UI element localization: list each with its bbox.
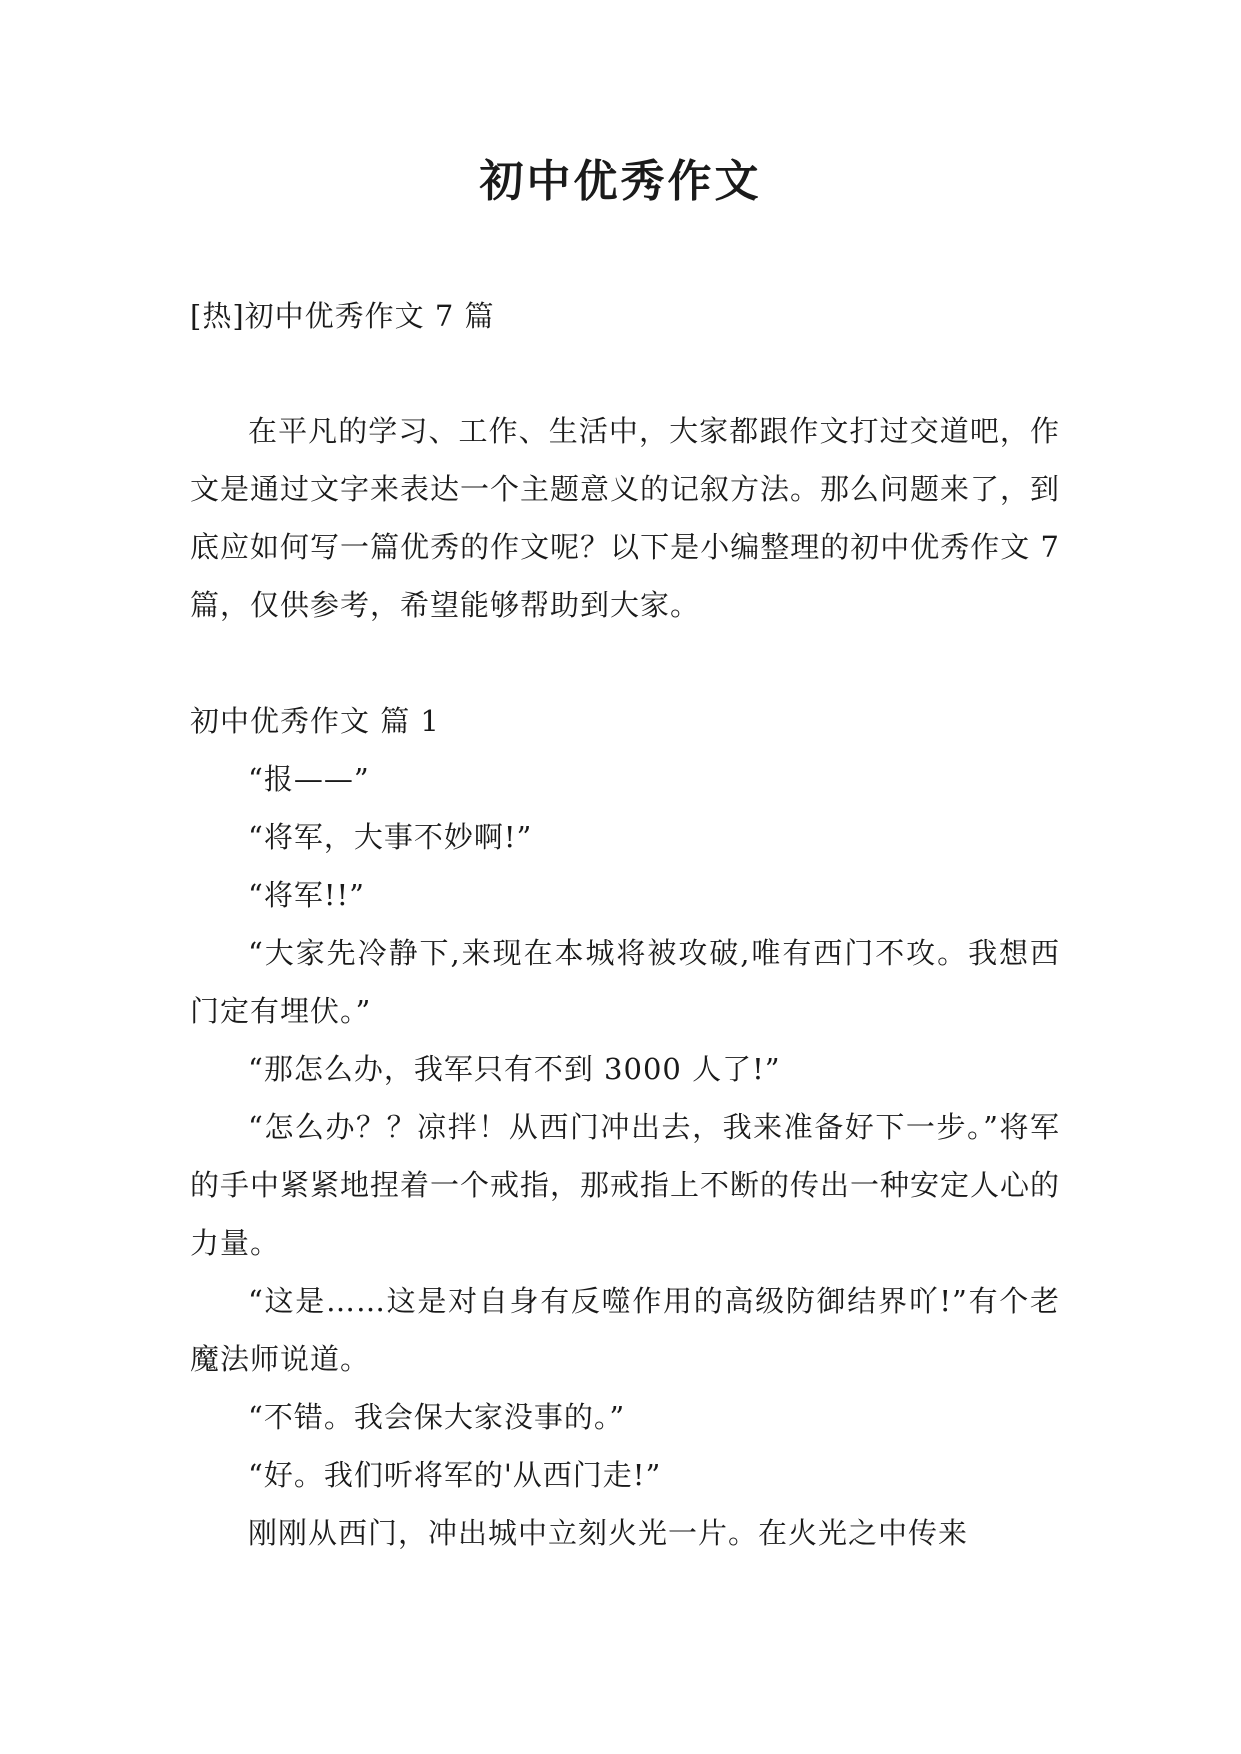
essay-section bbox=[190, 692, 1060, 1562]
paragraph: “这是……这是对自身有反噬作用的高级防御结界吖!”有个老魔法师说道。 bbox=[190, 1284, 1060, 1376]
document-title: 初中优秀作文 bbox=[479, 156, 762, 207]
paragraph: “将军!!” bbox=[248, 878, 365, 912]
paragraph: “好。我们听将军的'从西门走!” bbox=[248, 1458, 662, 1492]
paragraph: “不错。我会保大家没事的。” bbox=[248, 1400, 626, 1434]
paragraph: “报——” bbox=[248, 762, 370, 796]
document-subtitle: [热]初中优秀作文 7 篇 bbox=[190, 299, 495, 333]
paragraph: 刚刚从西门，冲出城中立刻火光一片。在火光之中传来 bbox=[248, 1516, 969, 1550]
paragraph: “将军，大事不妙啊!” bbox=[248, 820, 533, 854]
paragraph: “怎么办？？凉拌！从西门冲出去，我来准备好下一步。”将军的手中紧紧地捏着一个戒指，那戒指上不断的传出一种安定人心的力量。 bbox=[190, 1110, 1061, 1260]
paragraph: “大家先冷静下,来现在本城将被攻破,唯有西门不攻。我想西门定有埋伏。” bbox=[190, 936, 1060, 1028]
paragraph: “那怎么办，我军只有不到 3000 人了!” bbox=[248, 1052, 781, 1086]
intro-paragraph: 在平凡的学习、工作、生活中，大家都跟作文打过交道吧，作文是通过文字来表达一个主题意义的记叙方法。那么问题来了，到底应如何写一篇优秀的作文呢？以下是小编整理的初中优秀作文 7 篇，仅供参考，希望能够帮助到大家。 bbox=[190, 414, 1061, 622]
section-heading: 初中优秀作文 篇 1 bbox=[190, 704, 440, 738]
